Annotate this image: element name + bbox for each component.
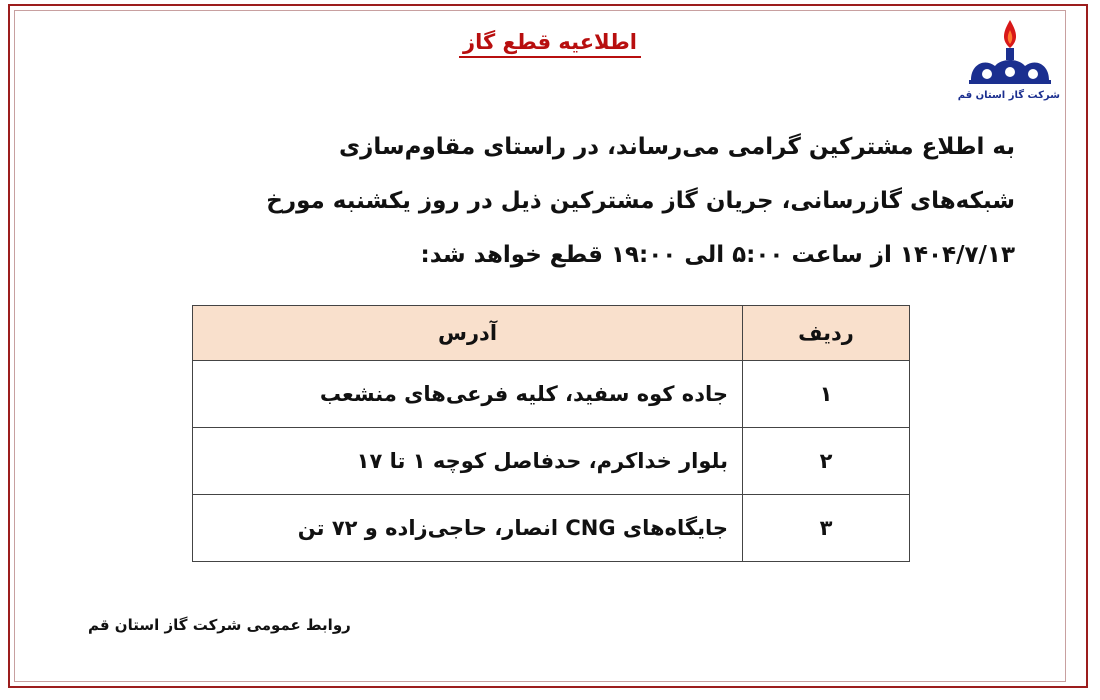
row-address: جاده کوه سفید، کلیه فرعی‌های منشعب xyxy=(193,361,743,428)
footer-signature: روابط عمومی شرکت گاز استان قم xyxy=(88,616,351,634)
outage-table xyxy=(192,305,910,562)
table-header-row xyxy=(193,306,910,361)
notice-body xyxy=(95,120,1015,282)
notice-body-line-2: شبکه‌های گازرسانی، جریان گاز مشترکین ذیل در روز یکشنبه مورخ xyxy=(266,188,1015,214)
header-address: آدرس xyxy=(193,306,743,361)
header-index: ردیف xyxy=(743,306,910,361)
table-row xyxy=(193,428,910,495)
notice-body-line-3: ۱۴۰۴/۷/۱۳ از ساعت ۵:۰۰ الی ۱۹:۰۰ قطع خواهد شد: xyxy=(420,242,1015,268)
row-address: جایگاه‌های CNG انصار، حاجی‌زاده و ۷۲ تن xyxy=(193,495,743,562)
logo-caption: شرکت گاز استان قم xyxy=(957,90,1060,101)
notice-title-wrap xyxy=(0,30,1100,54)
row-index: ۳ xyxy=(743,495,910,562)
table-row xyxy=(193,495,910,562)
table-row xyxy=(193,361,910,428)
row-address: بلوار خداکرم، حدفاصل کوچه ۱ تا ۱۷ xyxy=(193,428,743,495)
notice-body-line-1: به اطلاع مشترکین گرامی می‌رساند، در راستای مقاوم‌سازی xyxy=(339,134,1015,160)
row-index: ۱ xyxy=(743,361,910,428)
notice-title: اطلاعیه قطع گاز xyxy=(459,30,641,58)
row-index: ۲ xyxy=(743,428,910,495)
